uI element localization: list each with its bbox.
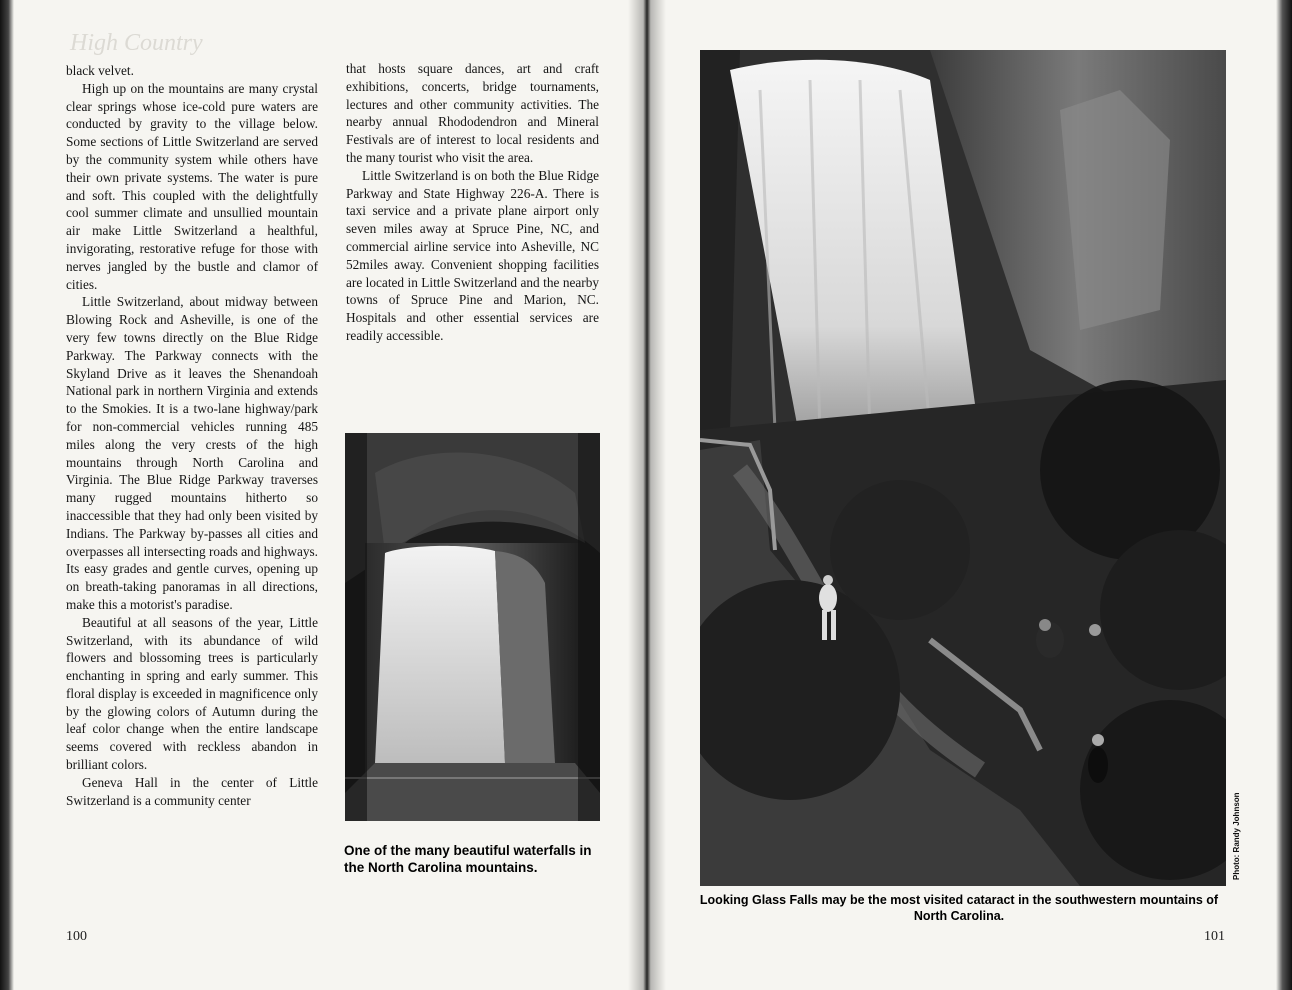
paragraph: High up on the mountains are many crystal clear springs whose ice-cold pure waters are conducted by gravity to the village below. Some sections of Little Switzerland are served by the community system while others have their own private systems. The water is pure and soft. This coupled with the delightfully cool summer climate and unsullied mountain air make Little Switzerland a healthful, invigorating, restorative refuge for those with nerves jangled by the bustle and clamor of cities. (66, 80, 318, 292)
paragraph: Little Switzerland is on both the Blue Ridge Parkway and State Highway 226-A. There is taxi service and a private plane airport only seven miles away at Spruce Pine, NC, and commercial airline service into Asheville, NC 52miles away. Convenient shopping facilities are located in Little Switzerland and the nearby towns of Spruce Pine and Marion, NC. Hospitals and other essential services are readily accessible. (346, 167, 599, 343)
page-number: 100 (66, 929, 87, 944)
bleed-through-text (352, 822, 592, 942)
photo-caption: Looking Glass Falls may be the most visited cataract in the southwestern mountains of North Carolina. (699, 893, 1219, 923)
looking-glass-falls-illustration (700, 50, 1226, 886)
book-gutter (628, 0, 666, 990)
paragraph: black velvet. (66, 63, 134, 78)
text-column-1 (66, 62, 318, 809)
paragraph: Little Switzerland, about midway between Blowing Rock and Asheville, is one of the very few towns directly on the Blue Ridge Parkway. The Parkway connects with the Skyland Drive as it leaves the Shenandoah National park in northern Virginia and extends to the Smokies. It is a two-lane highway/park for non-commercial vehicles running 485 miles along the very crests of the high mountains through North Carolina and Virginia. The Blue Ridge Parkway traverses many rugged mountains hitherto so inaccessible that they had only been visited by Indians. The Parkway by-passes all cities and overpasses all intersecting roads and highways. Its easy grades and gentle curves, opening up on breath-taking panoramas in all directions, make this a motorist's paradise. (66, 294, 318, 612)
paragraph: Beautiful at all seasons of the year, Little Switzerland, with its abundance of wild flowers and blossoming trees is particularly enchanting in spring and early summer. This floral display is exceeded in magnificence only by the glowing colors of Autumn during the leaf color change when the entire landscape seems covered with reckless abandon in brilliant colors. (66, 614, 318, 773)
faint-heading: High Country (70, 30, 203, 56)
paragraph: Geneva Hall in the center of Little Switzerland is a community center (66, 774, 318, 808)
page-number: 101 (1204, 929, 1225, 944)
waterfall-photo-small (345, 433, 600, 821)
photo-caption: One of the many beautiful waterfalls in the North Carolina mountains. (344, 843, 592, 875)
page-edge-shadow (1276, 0, 1292, 990)
right-page (646, 0, 1292, 990)
waterfall-photo-large (700, 50, 1226, 886)
waterfall-photo-illustration (345, 433, 600, 821)
page-edge-shadow (0, 0, 14, 990)
photo-credit: Photo: Randy Johnson (1232, 792, 1241, 880)
paragraph: that hosts square dances, art and craft exhibitions, concerts, bridge tournaments, lectures and other community activities. The nearby annual Rhododendron and Mineral Festivals are of interest to local residents and the many tourist who visit the area. (346, 61, 599, 165)
text-column-2 (346, 60, 599, 345)
